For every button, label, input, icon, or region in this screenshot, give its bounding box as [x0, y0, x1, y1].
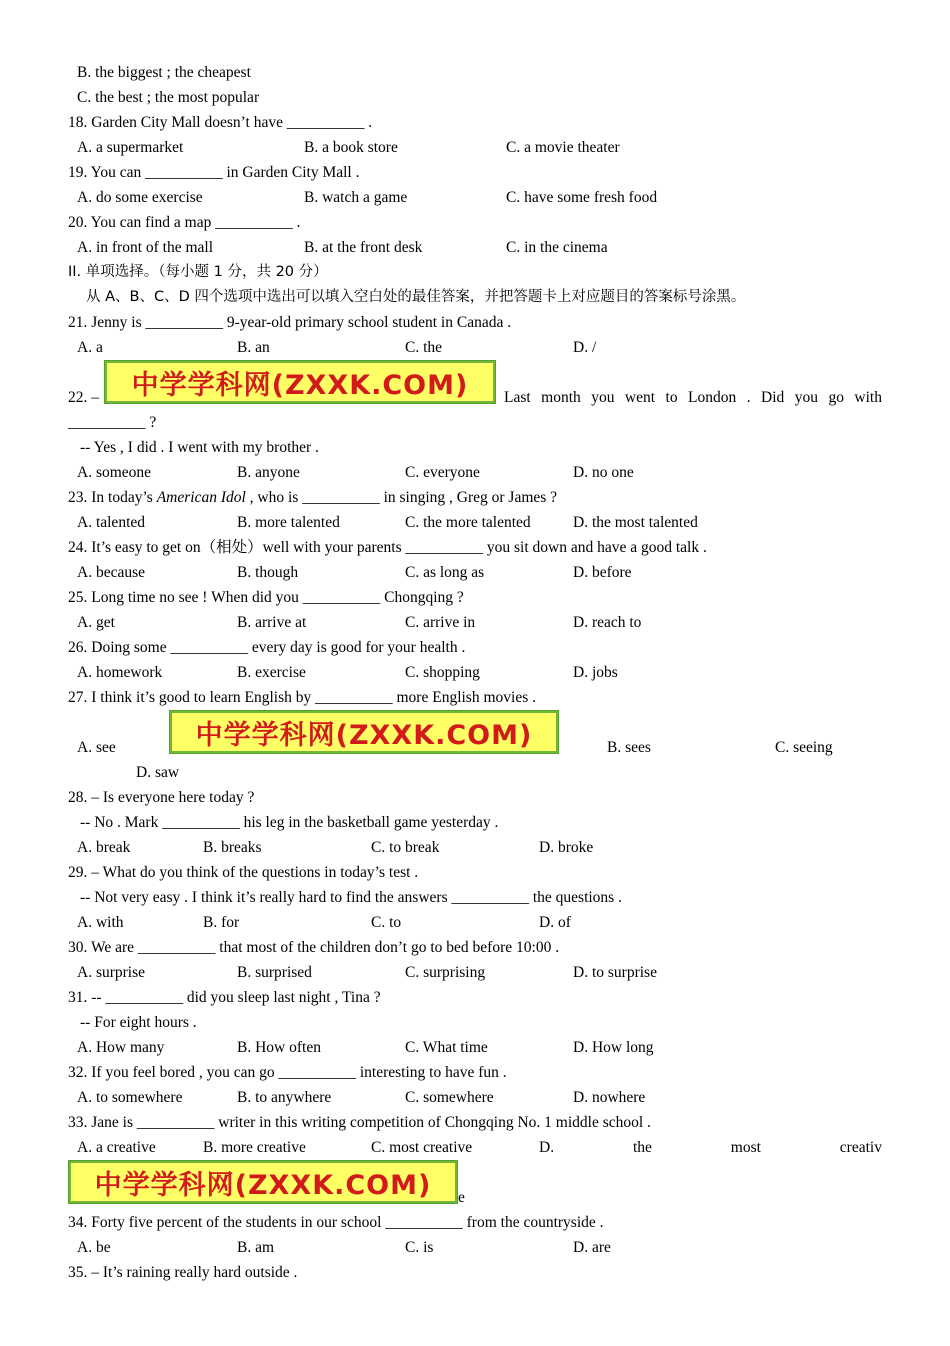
q28-option-d: D. broke — [539, 839, 594, 856]
q21-option-a: A. a — [77, 339, 103, 356]
q21-options — [68, 335, 882, 360]
q25-option-c: C. arrive in — [405, 614, 476, 631]
q30-option-d: D. to surprise — [573, 964, 657, 981]
q19-option-a: A. do some exercise — [77, 189, 203, 206]
q22-option-a: A. someone — [77, 464, 152, 481]
q26-option-a: A. homework — [77, 664, 163, 681]
q27-option-b: B. sees — [607, 739, 651, 756]
q27-option-c: C. seeing — [775, 739, 833, 756]
q19-option-b: B. watch a game — [304, 189, 408, 206]
q22-reply: -- Yes , I did . I went with my brother . — [80, 439, 319, 456]
watermark-banner: 中学学科网(ZXXK.COM) — [68, 1160, 458, 1204]
q18-stem: 18. Garden City Mall doesn’t have __________ . — [68, 114, 373, 131]
q34-option-b: B. am — [237, 1239, 275, 1256]
q21-option-c: C. the — [405, 339, 443, 356]
q20-stem: 20. You can find a map __________ . — [68, 214, 301, 231]
q20-option-a: A. in front of the mall — [77, 239, 214, 256]
q34-option-c: C. is — [405, 1239, 434, 1256]
section-instructions: 从 A、B、C、D 四个选项中选出可以填入空白处的最佳答案，并把答题卡上对应题目的答案标号涂黑。 — [86, 289, 746, 305]
q34-stem: 34. Forty five percent of the students in our school __________ from the countryside . — [68, 1214, 604, 1231]
q32-stem: 32. If you feel bored , you can go __________ interesting to have fun . — [68, 1064, 507, 1081]
q23-option-d: D. the most talented — [573, 514, 698, 531]
q22-option-c: C. everyone — [405, 464, 480, 481]
q28-option-a: A. break — [77, 839, 131, 856]
q32-option-a: A. to somewhere — [77, 1089, 183, 1106]
q33-option-c: C. most creative — [371, 1139, 473, 1156]
q17-option-c: C. the best ; the most popular — [77, 89, 260, 106]
q20-option-b: B. at the front desk — [304, 239, 423, 256]
q30-option-c: C. surprising — [405, 964, 486, 981]
q27-option-d: D. saw — [136, 764, 180, 781]
q32-option-c: C. somewhere — [405, 1089, 494, 1106]
q19-option-c: C. have some fresh food — [506, 189, 658, 206]
q25-option-a: A. get — [77, 614, 115, 631]
q17-option-b: B. the biggest ; the cheapest — [77, 64, 251, 81]
q31-option-a: A. How many — [77, 1039, 165, 1056]
q18-option-c: C. a movie theater — [506, 139, 620, 156]
q29-option-a: A. with — [77, 914, 124, 931]
q27-options-continued — [68, 760, 882, 785]
q31-stem: 31. -- __________ did you sleep last night , Tina ? — [68, 989, 381, 1006]
q24-option-b: B. though — [237, 564, 299, 581]
q29-options — [68, 910, 882, 935]
q32-option-b: B. to anywhere — [237, 1089, 332, 1106]
q29-stem: 29. – What do you think of the questions in today’s test . — [68, 864, 419, 881]
q22-stem-text: Last month you went to London . Did you go with — [504, 389, 882, 406]
q28-option-b: B. breaks — [203, 839, 262, 856]
q22-number: 22. – — [68, 389, 99, 406]
q24-option-d: D. before — [573, 564, 632, 581]
q33-option-b: B. more creative — [203, 1139, 306, 1156]
q27-option-a: A. see — [77, 739, 116, 756]
q27-stem: 27. I think it’s good to learn English by __________ more English movies . — [68, 689, 536, 706]
q28-option-c: C. to break — [371, 839, 440, 856]
q33-options — [68, 1135, 882, 1160]
q33-stem: 33. Jane is __________ writer in this writing competition of Chongqing No. 1 middle school . — [68, 1114, 651, 1131]
q28-reply: -- No . Mark __________ his leg in the basketball game yesterday . — [80, 814, 499, 831]
q30-options — [68, 960, 882, 985]
q31-options — [68, 1035, 882, 1060]
q23-stem: 23. In today’s American Idol , who is __________ in singing , Greg or James ? — [68, 489, 558, 506]
q29-reply: -- Not very easy . I think it’s really hard to find the answers __________ the questions . — [80, 889, 622, 906]
q19-stem: 19. You can __________ in Garden City Mall . — [68, 164, 360, 181]
q34-option-d: D. are — [573, 1239, 611, 1256]
section-title: II. 单项选择。（每小题 1 分，共 20 分） — [68, 264, 328, 280]
q26-option-d: D. jobs — [573, 664, 618, 681]
q21-option-d: D. / — [573, 339, 597, 356]
q26-options — [68, 660, 882, 685]
q24-stem: 24. It’s easy to get on（相处）well with your parents __________ you sit down and have a good talk . — [68, 539, 707, 556]
q24-option-a: A. because — [77, 564, 145, 581]
q22-option-b: B. anyone — [237, 464, 300, 481]
q28-options — [68, 835, 882, 860]
q34-options — [68, 1235, 882, 1260]
q33-option-a: A. a creative — [77, 1139, 156, 1156]
q29-option-d: D. of — [539, 914, 571, 931]
q32-option-d: D. nowhere — [573, 1089, 646, 1106]
q25-option-b: B. arrive at — [237, 614, 307, 631]
watermark-banner: 中学学科网(ZXXK.COM) — [104, 360, 496, 404]
q18-option-b: B. a book store — [304, 139, 398, 156]
q30-stem: 30. We are __________ that most of the children don’t go to bed before 10:00 . — [68, 939, 560, 956]
q20-options — [68, 235, 882, 260]
q30-option-b: B. surprised — [237, 964, 312, 981]
q31-option-d: D. How long — [573, 1039, 654, 1056]
q35-stem: 35. – It’s raining really hard outside . — [68, 1264, 298, 1281]
q21-stem: 21. Jenny is __________ 9-year-old primary school student in Canada . — [68, 314, 512, 331]
q18-option-a: A. a supermarket — [77, 139, 184, 156]
q29-option-b: B. for — [203, 914, 240, 931]
q24-option-c: C. as long as — [405, 564, 485, 581]
q26-stem: 26. Doing some __________ every day is good for your health . — [68, 639, 466, 656]
q26-option-c: C. shopping — [405, 664, 480, 681]
q23-show-title: American Idol — [156, 489, 246, 506]
q22-stem-continued: __________ ? — [68, 414, 157, 431]
q31-option-c: C. What time — [405, 1039, 488, 1056]
q23-options — [68, 510, 882, 535]
q23-option-c: C. the more talented — [405, 514, 531, 531]
q33-option-d: D. the most creativ — [539, 1139, 882, 1156]
q28-stem: 28. – Is everyone here today ? — [68, 789, 255, 806]
watermark-banner: 中学学科网(ZXXK.COM) — [169, 710, 559, 754]
q19-options — [68, 185, 882, 210]
q24-options — [68, 560, 882, 585]
q31-option-b: B. How often — [237, 1039, 321, 1056]
q18-options — [68, 135, 882, 160]
q22-option-d: D. no one — [573, 464, 634, 481]
q30-option-a: A. surprise — [77, 964, 146, 981]
q31-reply: -- For eight hours . — [80, 1014, 197, 1031]
q21-option-b: B. an — [237, 339, 270, 356]
q23-option-a: A. talented — [77, 514, 146, 531]
q34-option-a: A. be — [77, 1239, 111, 1256]
q25-option-d: D. reach to — [573, 614, 642, 631]
q27-options — [68, 735, 882, 760]
q25-stem: 25. Long time no see ! When did you __________ Chongqing ? — [68, 589, 464, 606]
q33-option-d-tail: e — [458, 1189, 465, 1206]
q26-option-b: B. exercise — [237, 664, 306, 681]
q22-options — [68, 460, 882, 485]
q25-options — [68, 610, 882, 635]
q23-option-b: B. more talented — [237, 514, 340, 531]
q20-option-c: C. in the cinema — [506, 239, 608, 256]
q29-option-c: C. to — [371, 914, 402, 931]
q32-options — [68, 1085, 882, 1110]
